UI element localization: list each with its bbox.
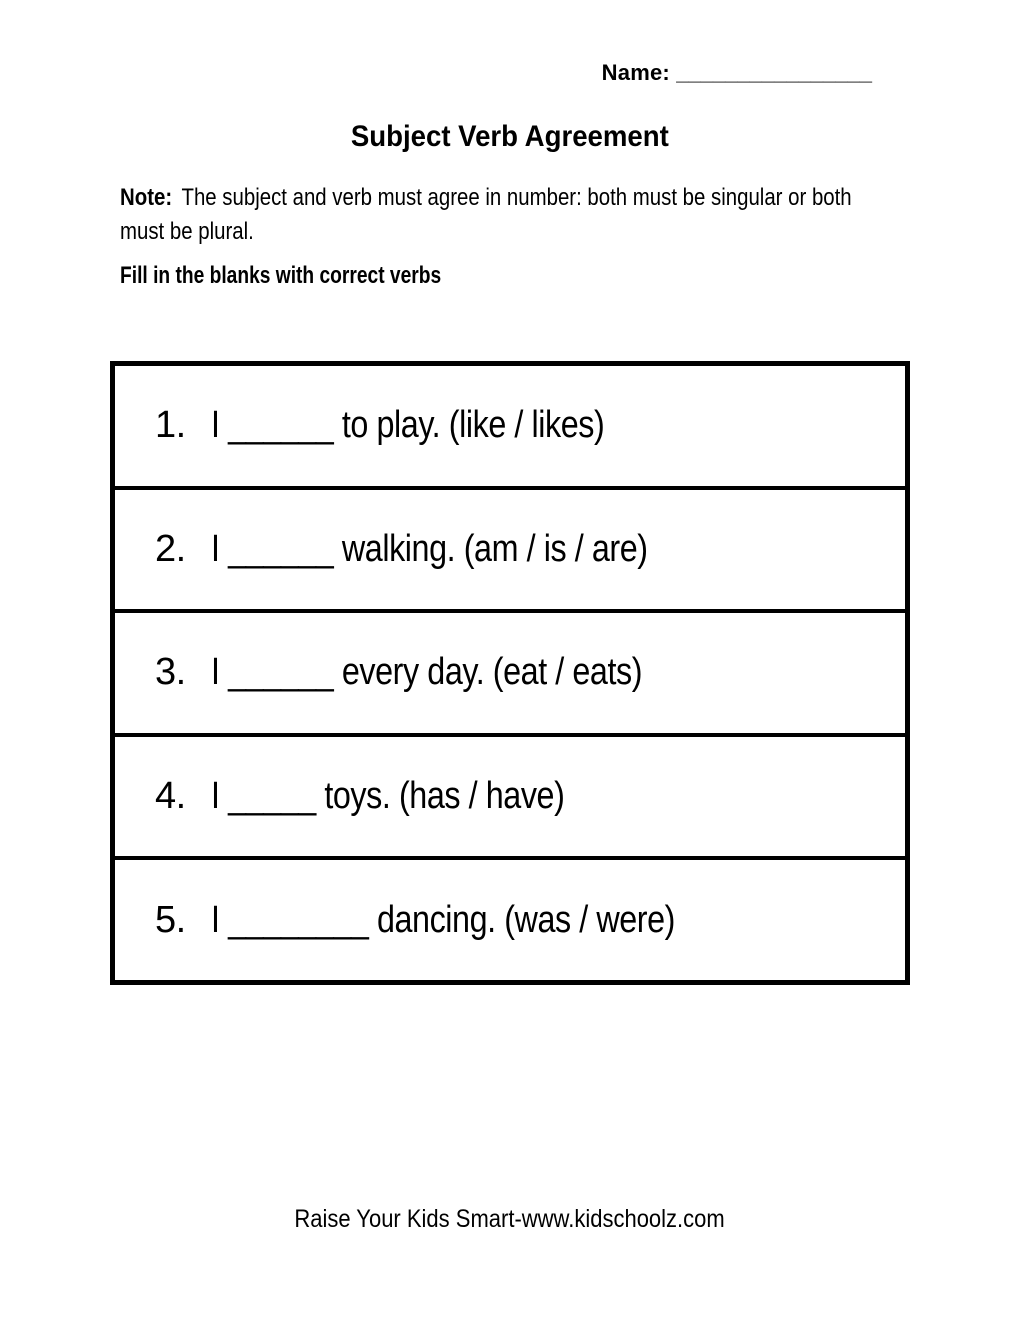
footer-credit: Raise Your Kids Smart-www.kidschoolz.com	[294, 1205, 726, 1233]
note-text: The subject and verb must agree in number: both must be singular or both	[181, 184, 852, 211]
instruction-heading: Fill in the blanks with correct verbs	[120, 262, 442, 289]
exercise-row-3	[115, 613, 905, 737]
item-number: 3.	[155, 651, 186, 694]
item-sentence: I ______ walking. (am / is / are)	[211, 527, 648, 570]
item-sentence: I ______ to play. (like / likes)	[211, 404, 605, 447]
name-blank-line: ________________	[676, 60, 872, 85]
note-line-1	[120, 181, 981, 215]
note-line-2: must be plural.	[120, 218, 254, 245]
item-sentence: I ______ every day. (eat / eats)	[211, 651, 643, 694]
item-number: 5.	[155, 898, 186, 941]
exercise-table	[110, 361, 910, 985]
exercise-row-1	[115, 366, 905, 490]
name-field	[602, 60, 872, 86]
item-number: 2.	[155, 527, 186, 570]
note-paragraph	[120, 181, 981, 249]
note-label: Note:	[120, 184, 173, 211]
exercise-row-5	[115, 860, 905, 980]
item-number: 4.	[155, 775, 186, 818]
item-sentence: I ________ dancing. (was / were)	[211, 898, 676, 941]
page-title: Subject Verb Agreement	[350, 120, 670, 153]
name-label: Name:	[601, 60, 670, 85]
exercise-row-2	[115, 490, 905, 614]
exercise-row-4	[115, 737, 905, 861]
item-sentence: I _____ toys. (has / have)	[211, 775, 565, 818]
item-number: 1.	[155, 404, 186, 447]
